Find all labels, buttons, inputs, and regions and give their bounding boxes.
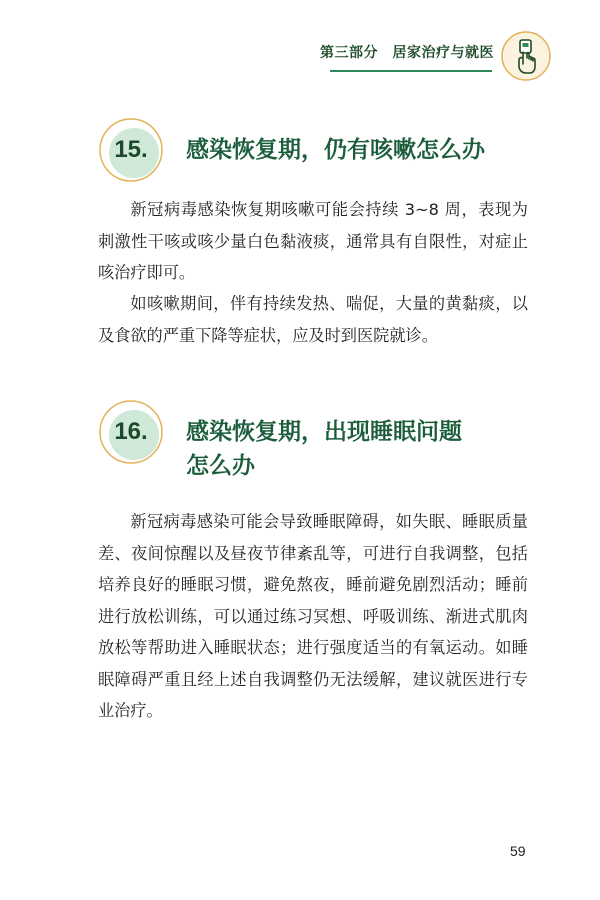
paragraph: 如咳嗽期间，伴有持续发热、喘促，大量的黄黏痰，以及食欲的严重下降等症状，应及时到医院就诊。 xyxy=(98,294,528,345)
pulse-oximeter-finger-icon xyxy=(500,30,552,82)
section-title-line-2: 怎么办 xyxy=(186,453,255,479)
section-number-badge xyxy=(98,117,164,183)
section-number-badge xyxy=(98,399,164,465)
chapter-title: 第三部分 居家治疗与就医 xyxy=(320,45,494,61)
header-divider xyxy=(330,70,492,72)
page-number: 59 xyxy=(510,843,526,859)
section-number: 16. xyxy=(114,418,148,445)
section-title: 感染恢复期，仍有咳嗽怎么办 xyxy=(186,137,485,163)
section-title-line-1: 感染恢复期，出现睡眠问题 xyxy=(186,419,462,445)
page-header xyxy=(0,0,600,100)
paragraph: 新冠病毒感染可能会导致睡眠障碍，如失眠、睡眠质量差、夜间惊醒以及昼夜节律紊乱等，可进行自我调整，包括培养良好的睡眠习惯，避免熬夜，睡前避免剧烈活动；睡前进行放松训练，可以通过练习冥想、呼吸训练、渐进式肌肉放松等帮助进入睡眠状态；进行强度适当的有氧运动。如睡眠障碍严重且经上述自我调整仍无法缓解，建议就医进行专业治疗。 xyxy=(98,512,528,720)
paragraph: 新冠病毒感染恢复期咳嗽可能会持续 3~8 周，表现为刺激性干咳或咳少量白色黏液痰，通常具有自限性，对症止咳治疗即可。 xyxy=(98,200,528,282)
section-number: 15. xyxy=(114,136,148,163)
